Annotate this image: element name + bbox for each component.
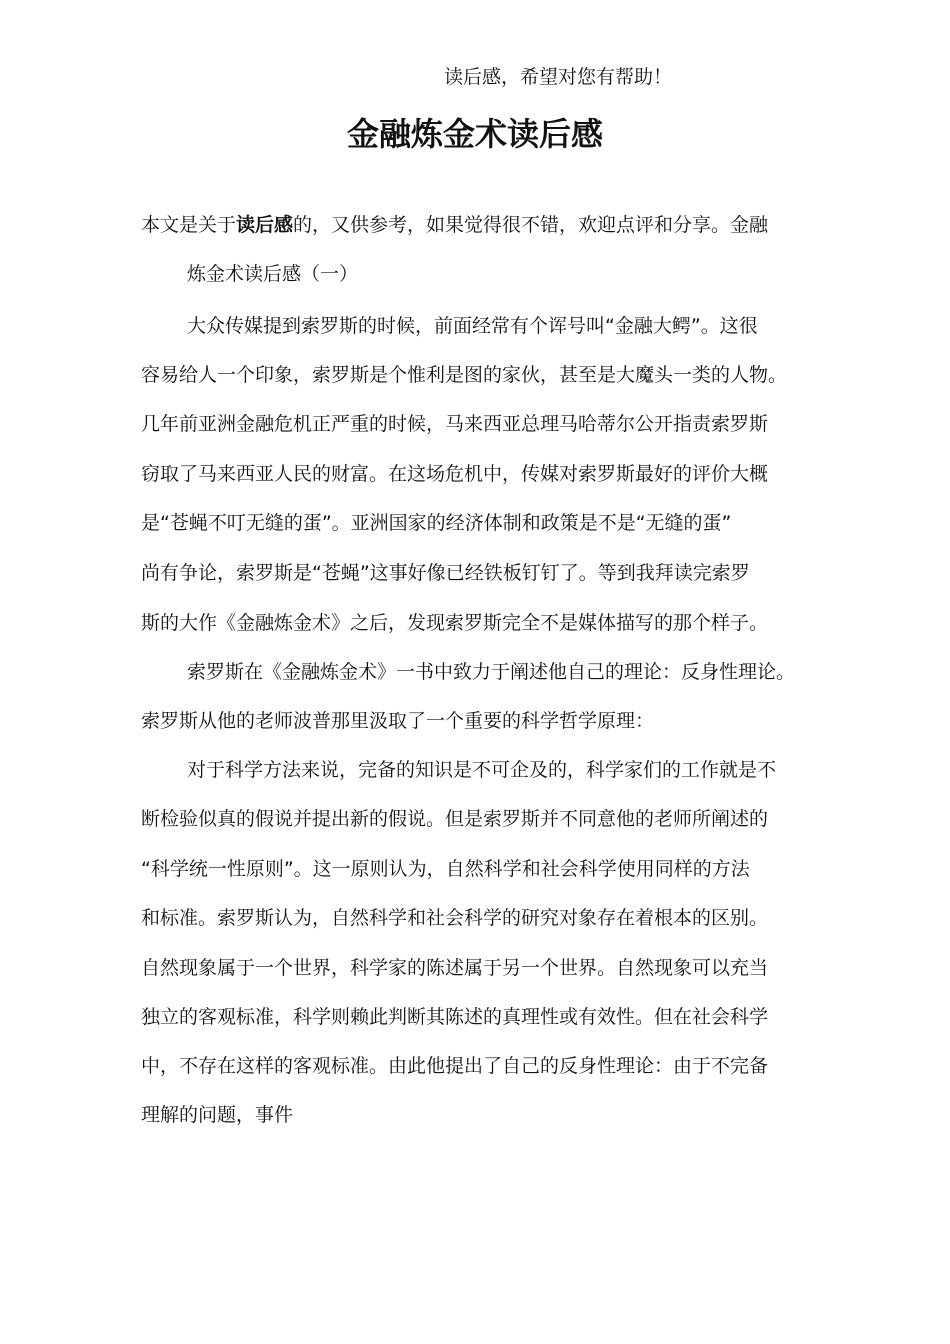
paragraph-line: 窃取了马来西亚人民的财富。在这场危机中，传媒对索罗斯最好的评价大概 xyxy=(141,463,769,485)
paragraph-line: 索罗斯从他的老师波普那里汲取了一个重要的科学哲学原理： xyxy=(141,710,655,732)
paragraph-line: 对于科学方法来说，完备的知识是不可企及的，科学家们的工作就是不 xyxy=(187,759,777,781)
header-note: 读后感，希望对您有帮助！ xyxy=(444,66,673,88)
paragraph-line: 索罗斯在《金融炼金术》一书中致力于阐述他自己的理论：反身性理论。 xyxy=(187,661,796,683)
paragraph-line: 大众传媒提到索罗斯的时候，前面经常有个诨号叫“金融大鳄”。这很 xyxy=(187,315,758,337)
intro-keyword: 读后感 xyxy=(236,214,294,236)
paragraph-line: 自然现象属于一个世界，科学家的陈述属于另一个世界。自然现象可以充当 xyxy=(141,957,769,979)
paragraph-line: 独立的客观标准，科学则赖此判断其陈述的真理性或有效性。但在社会科学 xyxy=(141,1006,769,1028)
paragraph-line: 几年前亚洲金融危机正严重的时候，马来西亚总理马哈蒂尔公开指责索罗斯 xyxy=(141,413,769,435)
paragraph-line: 尚有争论，索罗斯是“苍蝇”这事好像已经铁板钉钉了。等到我拜读完索罗 xyxy=(141,562,750,584)
paragraph-line: 斯的大作《金融炼金术》之后，发现索罗斯完全不是媒体描写的那个样子。 xyxy=(141,612,769,634)
paragraph-line: 中，不存在这样的客观标准。由此他提出了自己的反身性理论：由于不完备 xyxy=(141,1055,769,1077)
paragraph-line: 和标准。索罗斯认为，自然科学和社会科学的研究对象存在着根本的区别。 xyxy=(141,907,769,929)
paragraph-line: 是“苍蝇不叮无缝的蛋”。亚洲国家的经济体制和政策是不是“无缝的蛋” xyxy=(141,512,732,534)
document-title: 金融炼金术读后感 xyxy=(346,115,603,153)
paragraph-line: “科学统一性原则”。这一原则认为，自然科学和社会科学使用同样的方法 xyxy=(141,858,750,880)
intro-text-after: 的，又供参考，如果觉得很不错，欢迎点评和分享。金融 xyxy=(293,214,769,236)
paragraph-line: 断检验似真的假说并提出新的假说。但是索罗斯并不同意他的老师所阐述的 xyxy=(141,808,769,830)
paragraph-line: 理解的问题，事件 xyxy=(141,1104,294,1126)
paragraph-line: 容易给人一个印象，索罗斯是个惟利是图的家伙，甚至是大魔头一类的人物。 xyxy=(141,364,788,386)
intro-text-before: 本文是关于 xyxy=(141,214,237,236)
section-heading: 炼金术读后感（一） xyxy=(187,263,359,285)
intro-line xyxy=(141,211,768,239)
